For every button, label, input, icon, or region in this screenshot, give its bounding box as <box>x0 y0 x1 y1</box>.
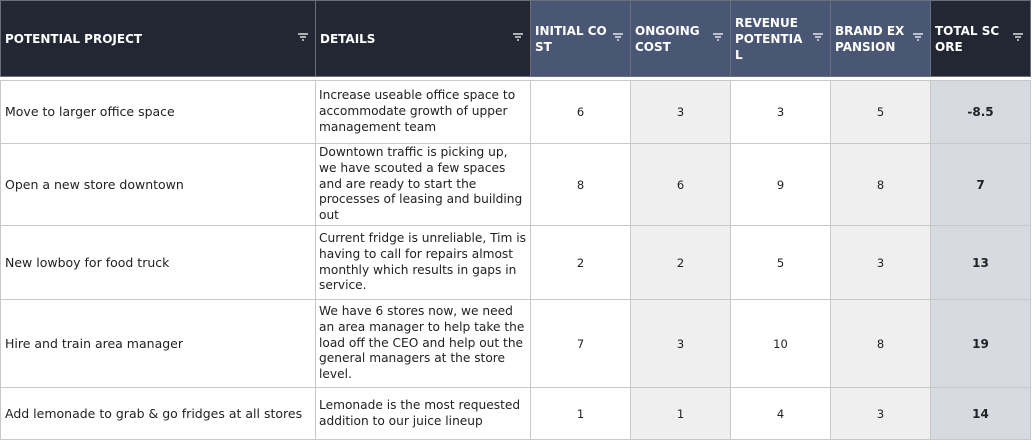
table-row[interactable] <box>1 226 1031 300</box>
header-label: ONGOING COST <box>635 23 700 54</box>
cell-initial-cost[interactable]: 6 <box>531 81 631 144</box>
cell-ongoing-cost[interactable]: 3 <box>631 81 731 144</box>
header-label: BRAND EXPANSION <box>835 23 905 54</box>
cell-initial-cost[interactable]: 1 <box>531 388 631 440</box>
cell-ongoing-cost[interactable]: 6 <box>631 144 731 226</box>
cell-project[interactable]: Open a new store downtown <box>1 144 316 226</box>
cell-revenue-potential[interactable]: 9 <box>731 144 831 226</box>
filter-icon[interactable] <box>712 31 724 43</box>
table-row[interactable] <box>1 81 1031 144</box>
cell-project[interactable]: Move to larger office space <box>1 81 316 144</box>
cell-initial-cost[interactable]: 2 <box>531 226 631 300</box>
cell-initial-cost[interactable]: 8 <box>531 144 631 226</box>
table-row[interactable] <box>1 388 1031 440</box>
cell-brand-expansion[interactable]: 8 <box>831 144 931 226</box>
cell-details[interactable]: Downtown traffic is picking up, we have scouted a few spaces and are ready to start the processes of leasing and building out <box>316 144 531 226</box>
header-row <box>1 1 1031 77</box>
cell-initial-cost[interactable]: 7 <box>531 300 631 388</box>
header-label: INITIAL COST <box>535 23 607 54</box>
header-label: DETAILS <box>320 31 376 46</box>
cell-project[interactable]: Add lemonade to grab & go fridges at all stores <box>1 388 316 440</box>
header-label: REVENUE POTENTIAL <box>735 15 803 62</box>
filter-icon[interactable] <box>812 31 824 43</box>
cell-revenue-potential[interactable]: 5 <box>731 226 831 300</box>
header-revenue-potential[interactable] <box>731 1 831 77</box>
cell-ongoing-cost[interactable]: 1 <box>631 388 731 440</box>
cell-brand-expansion[interactable]: 8 <box>831 300 931 388</box>
cell-project[interactable]: Hire and train area manager <box>1 300 316 388</box>
filter-icon[interactable] <box>512 31 524 43</box>
header-potential-project[interactable] <box>1 1 316 77</box>
cell-brand-expansion[interactable]: 3 <box>831 226 931 300</box>
header-details[interactable] <box>316 1 531 77</box>
cell-revenue-potential[interactable]: 4 <box>731 388 831 440</box>
cell-brand-expansion[interactable]: 3 <box>831 388 931 440</box>
cell-details[interactable]: Lemonade is the most requested addition to our juice lineup <box>316 388 531 440</box>
cell-total-score[interactable]: 14 <box>931 388 1031 440</box>
header-label: TOTAL SCORE <box>935 23 1000 54</box>
filter-icon[interactable] <box>912 31 924 43</box>
filter-icon[interactable] <box>612 31 624 43</box>
header-label: POTENTIAL PROJECT <box>5 31 143 46</box>
cell-details[interactable]: We have 6 stores now, we need an area manager to help take the load off the CEO and help out the general managers at the store level. <box>316 300 531 388</box>
table-row[interactable] <box>1 300 1031 388</box>
cell-total-score[interactable]: 7 <box>931 144 1031 226</box>
cell-total-score[interactable]: 13 <box>931 226 1031 300</box>
table-row[interactable] <box>1 144 1031 226</box>
cell-ongoing-cost[interactable]: 2 <box>631 226 731 300</box>
header-initial-cost[interactable] <box>531 1 631 77</box>
cell-details[interactable]: Current fridge is unreliable, Tim is having to call for repairs almost monthly which results in gaps in service. <box>316 226 531 300</box>
cell-total-score[interactable]: -8.5 <box>931 81 1031 144</box>
header-ongoing-cost[interactable] <box>631 1 731 77</box>
filter-icon[interactable] <box>1012 31 1024 43</box>
cell-ongoing-cost[interactable]: 3 <box>631 300 731 388</box>
filter-icon[interactable] <box>297 31 309 43</box>
cell-revenue-potential[interactable]: 10 <box>731 300 831 388</box>
header-total-score[interactable] <box>931 1 1031 77</box>
cell-project[interactable]: New lowboy for food truck <box>1 226 316 300</box>
cell-revenue-potential[interactable]: 3 <box>731 81 831 144</box>
cell-total-score[interactable]: 19 <box>931 300 1031 388</box>
header-brand-expansion[interactable] <box>831 1 931 77</box>
cell-brand-expansion[interactable]: 5 <box>831 81 931 144</box>
cell-details[interactable]: Increase useable office space to accommodate growth of upper management team <box>316 81 531 144</box>
